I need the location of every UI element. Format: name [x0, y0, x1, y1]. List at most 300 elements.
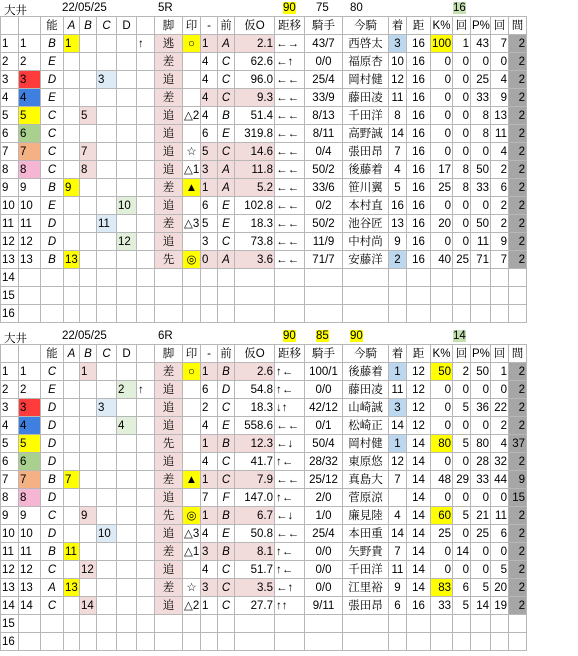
table-cell: 25	[431, 525, 453, 543]
table-cell: 先	[155, 251, 183, 269]
table-row[interactable]	[1, 125, 527, 143]
race-date: 22/05/25	[62, 330, 107, 342]
table-cell: 0	[453, 89, 471, 107]
table-row[interactable]	[1, 615, 527, 633]
table-cell: 2.1	[235, 35, 275, 53]
race-date: 22/05/25	[62, 2, 107, 14]
table-cell: 33/6	[305, 179, 343, 197]
table-row[interactable]	[1, 543, 527, 561]
table-cell	[183, 633, 201, 651]
table-cell	[97, 107, 117, 125]
table-cell: 4	[491, 71, 509, 89]
table-cell: 0	[453, 417, 471, 435]
table-cell	[201, 269, 218, 287]
table-cell: B	[41, 251, 64, 269]
table-cell	[64, 143, 80, 161]
table-cell	[389, 287, 407, 305]
column-header: P%	[471, 345, 491, 363]
table-cell: 1	[201, 179, 218, 197]
table-cell: 0/0	[305, 543, 343, 561]
table-cell	[19, 615, 41, 633]
table-cell: 11	[64, 543, 80, 561]
table-cell: 83	[431, 579, 453, 597]
table-row[interactable]	[1, 453, 527, 471]
table-row[interactable]	[1, 381, 527, 399]
table-cell: 2	[509, 417, 527, 435]
table-cell: 16	[407, 143, 431, 161]
table-cell	[97, 543, 117, 561]
table-cell: 0	[453, 53, 471, 71]
table-cell: 0	[453, 489, 471, 507]
table-cell: 8/11	[305, 125, 343, 143]
table-cell: 後藤着	[343, 161, 389, 179]
table-cell: 追	[155, 161, 183, 179]
table-cell: 16	[407, 107, 431, 125]
table-cell: 2	[491, 197, 509, 215]
table-cell	[407, 633, 431, 651]
table-cell: 15	[509, 489, 527, 507]
table-cell: C	[41, 363, 64, 381]
table-cell: 0	[431, 489, 453, 507]
table-cell	[64, 417, 80, 435]
column-header: 間	[509, 345, 527, 363]
column-header: 仮O	[235, 17, 275, 35]
table-cell	[64, 597, 80, 615]
table-cell: 14	[389, 525, 407, 543]
table-cell: 7	[1, 143, 19, 161]
table-cell: 5.2	[235, 179, 275, 197]
table-cell: 8	[19, 161, 41, 179]
table-cell: 13	[389, 215, 407, 233]
column-header: 印	[183, 345, 201, 363]
table-cell: 9	[509, 471, 527, 489]
table-cell: ▲	[183, 179, 201, 197]
column-header: 回	[491, 17, 509, 35]
table-cell	[137, 89, 155, 107]
table-cell	[137, 143, 155, 161]
table-cell: 1	[64, 35, 80, 53]
table-cell: 0	[453, 561, 471, 579]
table-cell: D	[41, 215, 64, 233]
table-cell: B	[41, 35, 64, 53]
table-cell: △1	[183, 543, 201, 561]
column-header: 仮O	[235, 345, 275, 363]
table-cell: 0	[471, 561, 491, 579]
table-cell: 10	[19, 525, 41, 543]
table-cell	[117, 287, 137, 305]
table-cell: C	[218, 71, 235, 89]
table-cell: 2	[453, 363, 471, 381]
table-cell: 14	[1, 597, 19, 615]
table-cell: 8	[471, 125, 491, 143]
table-cell: 5	[19, 107, 41, 125]
table-cell: 追	[155, 143, 183, 161]
table-cell	[407, 269, 431, 287]
table-cell	[97, 579, 117, 597]
table-cell: 8	[453, 161, 471, 179]
table-cell: 41.7	[235, 453, 275, 471]
table-cell: 8	[19, 489, 41, 507]
table-cell: 14	[407, 543, 431, 561]
table-cell	[80, 233, 97, 251]
table-cell: 11.8	[235, 161, 275, 179]
table-cell: 3	[1, 71, 19, 89]
table-cell: 16	[407, 215, 431, 233]
table-cell: 40	[431, 251, 453, 269]
table-cell: E	[218, 215, 235, 233]
table-cell: 本田重	[343, 525, 389, 543]
table-cell: 14	[407, 579, 431, 597]
table-cell: E	[218, 525, 235, 543]
table-cell	[64, 363, 80, 381]
table-cell: 菅原涼	[343, 489, 389, 507]
table-row[interactable]	[1, 35, 527, 53]
table-cell: 16	[389, 197, 407, 215]
column-header: C	[97, 345, 117, 363]
table-cell	[64, 453, 80, 471]
table-cell	[471, 633, 491, 651]
table-cell: 1	[1, 363, 19, 381]
table-cell: 逃	[155, 35, 183, 53]
table-cell: 33/9	[305, 89, 343, 107]
table-cell	[117, 363, 137, 381]
table-cell	[117, 399, 137, 417]
table-cell: 14	[407, 525, 431, 543]
table-cell: ☆	[183, 143, 201, 161]
table-cell: 5	[491, 561, 509, 579]
table-cell	[137, 251, 155, 269]
table-cell: 11	[471, 233, 491, 251]
table-cell	[431, 615, 453, 633]
table-cell	[80, 543, 97, 561]
table-cell: ↓↑	[275, 399, 305, 417]
table-row[interactable]	[1, 435, 527, 453]
table-cell: 9	[1, 179, 19, 197]
table-cell: 7	[64, 471, 80, 489]
table-cell	[97, 161, 117, 179]
table-cell	[117, 579, 137, 597]
table-cell: 2	[509, 35, 527, 53]
table-cell: 追	[155, 381, 183, 399]
table-cell: 4	[1, 417, 19, 435]
table-cell	[407, 305, 431, 323]
table-cell	[80, 579, 97, 597]
table-cell	[218, 287, 235, 305]
table-cell	[64, 197, 80, 215]
column-header: 間	[509, 17, 527, 35]
table-cell: 先	[155, 507, 183, 525]
table-cell: 8	[80, 161, 97, 179]
table-cell	[80, 251, 97, 269]
table-cell: A	[218, 251, 235, 269]
table-cell: 9	[19, 179, 41, 197]
table-cell: 6	[491, 525, 509, 543]
table-cell	[64, 125, 80, 143]
table-cell	[97, 35, 117, 53]
table-cell: 28	[471, 453, 491, 471]
table-cell: 0	[431, 89, 453, 107]
table-cell: 0/1	[305, 417, 343, 435]
table-cell: 2	[509, 597, 527, 615]
column-header: 脚	[155, 17, 183, 35]
table-cell	[117, 435, 137, 453]
table-cell	[97, 53, 117, 71]
table-cell: 2	[509, 53, 527, 71]
table-cell: 追	[155, 399, 183, 417]
table-cell: 62.6	[235, 53, 275, 71]
table-cell: C	[41, 507, 64, 525]
table-row[interactable]	[1, 269, 527, 287]
table-cell: 2	[491, 417, 509, 435]
table-cell	[275, 269, 305, 287]
table-row[interactable]	[1, 215, 527, 233]
table-cell: ○	[183, 35, 201, 53]
table-cell: 0	[453, 143, 471, 161]
table-cell: 11	[491, 507, 509, 525]
table-cell: 西啓太	[343, 35, 389, 53]
table-row[interactable]	[1, 233, 527, 251]
column-header: 着	[389, 345, 407, 363]
column-header: K%	[431, 345, 453, 363]
table-row[interactable]	[1, 597, 527, 615]
table-cell: 10	[117, 197, 137, 215]
column-header: 距	[407, 17, 431, 35]
table-cell	[117, 305, 137, 323]
table-cell: 山崎誠	[343, 399, 389, 417]
table-cell: 0	[431, 143, 453, 161]
table-cell	[431, 633, 453, 651]
table-row[interactable]	[1, 287, 527, 305]
table-cell: 追	[155, 107, 183, 125]
table-cell: 9.3	[235, 89, 275, 107]
table-cell	[305, 615, 343, 633]
table-cell: 50	[471, 363, 491, 381]
table-row[interactable]	[1, 363, 527, 381]
table-cell	[117, 215, 137, 233]
table-cell: 2	[117, 381, 137, 399]
table-cell	[97, 251, 117, 269]
table-cell: 4	[491, 143, 509, 161]
table-row[interactable]	[1, 71, 527, 89]
table-cell: 1	[389, 363, 407, 381]
column-header: 騎手	[305, 17, 343, 35]
table-cell	[183, 399, 201, 417]
table-row[interactable]	[1, 251, 527, 269]
table-cell	[137, 417, 155, 435]
table-row[interactable]	[1, 489, 527, 507]
table-cell	[389, 615, 407, 633]
table-cell: 4	[201, 417, 218, 435]
table-cell	[64, 615, 80, 633]
column-header: 騎手	[305, 345, 343, 363]
column-header	[19, 345, 41, 363]
table-cell: 1	[201, 597, 218, 615]
table-cell: 16	[407, 161, 431, 179]
table-cell	[80, 179, 97, 197]
column-header: C	[97, 17, 117, 35]
venue-label: 大井	[4, 333, 27, 345]
table-cell: 真島大	[343, 471, 389, 489]
table-cell: C	[41, 107, 64, 125]
table-row[interactable]	[1, 305, 527, 323]
table-cell: 14	[407, 435, 431, 453]
table-cell	[137, 233, 155, 251]
table-cell: 笹川翼	[343, 179, 389, 197]
table-cell	[201, 633, 218, 651]
table-row[interactable]	[1, 197, 527, 215]
table-cell: 7	[389, 143, 407, 161]
table-cell: 2/0	[305, 489, 343, 507]
table-cell	[155, 287, 183, 305]
header-value-1: 90	[283, 2, 296, 14]
table-row[interactable]	[1, 399, 527, 417]
table-cell: 中村尚	[343, 233, 389, 251]
table-cell	[453, 287, 471, 305]
table-row[interactable]	[1, 107, 527, 125]
table-row[interactable]	[1, 507, 527, 525]
table-cell	[80, 287, 97, 305]
table-cell	[155, 633, 183, 651]
table-cell	[218, 633, 235, 651]
table-cell	[235, 269, 275, 287]
table-cell	[183, 381, 201, 399]
table-cell: 8	[471, 107, 491, 125]
table-row[interactable]	[1, 525, 527, 543]
table-cell: 13	[19, 251, 41, 269]
table-cell: 3	[389, 35, 407, 53]
table-cell	[509, 269, 527, 287]
table-cell: 16	[407, 233, 431, 251]
table-cell: 12	[407, 399, 431, 417]
table-row[interactable]	[1, 53, 527, 71]
table-row[interactable]	[1, 633, 527, 651]
table-cell	[183, 125, 201, 143]
table-cell: F	[218, 489, 235, 507]
table-cell	[235, 633, 275, 651]
table-cell: 5	[453, 507, 471, 525]
table-cell	[431, 269, 453, 287]
table-cell	[97, 507, 117, 525]
table-cell: 0	[453, 197, 471, 215]
table-cell: 2	[509, 525, 527, 543]
table-cell	[64, 489, 80, 507]
table-row[interactable]	[1, 561, 527, 579]
table-cell: 2	[201, 399, 218, 417]
table-cell: 10	[1, 525, 19, 543]
table-cell: 0	[471, 489, 491, 507]
table-cell: 18.3	[235, 215, 275, 233]
table-row[interactable]	[1, 143, 527, 161]
table-cell: 9	[491, 233, 509, 251]
table-cell: 差	[155, 363, 183, 381]
table-cell: 18.3	[235, 399, 275, 417]
table-cell	[183, 53, 201, 71]
table-cell: 16	[407, 89, 431, 107]
table-cell	[80, 615, 97, 633]
table-cell: 14	[19, 597, 41, 615]
table-cell	[183, 453, 201, 471]
table-cell: 2	[509, 507, 527, 525]
table-cell: ←←	[275, 71, 305, 89]
table-cell: 差	[155, 471, 183, 489]
column-header	[1, 17, 19, 35]
table-cell: C	[218, 399, 235, 417]
table-cell: 1/0	[305, 507, 343, 525]
table-cell: 2	[509, 71, 527, 89]
field-count: 16	[453, 2, 466, 14]
table-cell	[183, 561, 201, 579]
table-cell: 4	[201, 71, 218, 89]
table-cell: E	[218, 417, 235, 435]
table-cell: 5	[19, 435, 41, 453]
field-count: 14	[453, 330, 466, 342]
table-cell	[64, 633, 80, 651]
table-cell	[137, 107, 155, 125]
table-cell	[137, 161, 155, 179]
column-header: -	[201, 17, 218, 35]
table-cell: 0	[431, 381, 453, 399]
table-row[interactable]	[1, 179, 527, 197]
table-cell: 16	[407, 35, 431, 53]
table-row[interactable]	[1, 161, 527, 179]
table-cell	[155, 305, 183, 323]
table-cell: C	[218, 89, 235, 107]
table-cell: C	[218, 561, 235, 579]
table-cell: 0	[201, 251, 218, 269]
table-cell: 13	[491, 107, 509, 125]
table-cell: 2	[509, 161, 527, 179]
table-cell: 2	[491, 215, 509, 233]
table-cell: C	[218, 53, 235, 71]
table-cell: 0	[453, 233, 471, 251]
column-header: 距	[407, 345, 431, 363]
table-row[interactable]	[1, 471, 527, 489]
table-cell	[183, 287, 201, 305]
table-cell: 1	[201, 435, 218, 453]
table-cell	[343, 615, 389, 633]
table-row[interactable]	[1, 89, 527, 107]
table-cell: 4	[201, 525, 218, 543]
table-cell: C	[41, 597, 64, 615]
table-cell: 33	[431, 597, 453, 615]
table-cell	[275, 633, 305, 651]
table-cell: ←←	[275, 143, 305, 161]
table-row[interactable]	[1, 417, 527, 435]
table-cell: 0/0	[305, 53, 343, 71]
table-cell: ↑	[137, 35, 155, 53]
table-cell	[97, 179, 117, 197]
table-cell	[117, 35, 137, 53]
table-cell: 12.3	[235, 435, 275, 453]
table-row[interactable]	[1, 579, 527, 597]
table-cell: 16	[407, 125, 431, 143]
table-cell: A	[218, 35, 235, 53]
table-cell	[305, 269, 343, 287]
column-header: K%	[431, 17, 453, 35]
table-cell: 5	[453, 435, 471, 453]
table-cell: 池谷匠	[343, 215, 389, 233]
table-cell	[41, 633, 64, 651]
table-cell: 1	[201, 363, 218, 381]
table-cell: 0	[453, 107, 471, 125]
column-header: D	[117, 345, 137, 363]
table-cell: 8	[389, 107, 407, 125]
table-cell	[97, 269, 117, 287]
table-cell: 43	[471, 35, 491, 53]
table-cell	[235, 287, 275, 305]
table-cell: 14	[453, 543, 471, 561]
table-cell: ↑←	[275, 453, 305, 471]
